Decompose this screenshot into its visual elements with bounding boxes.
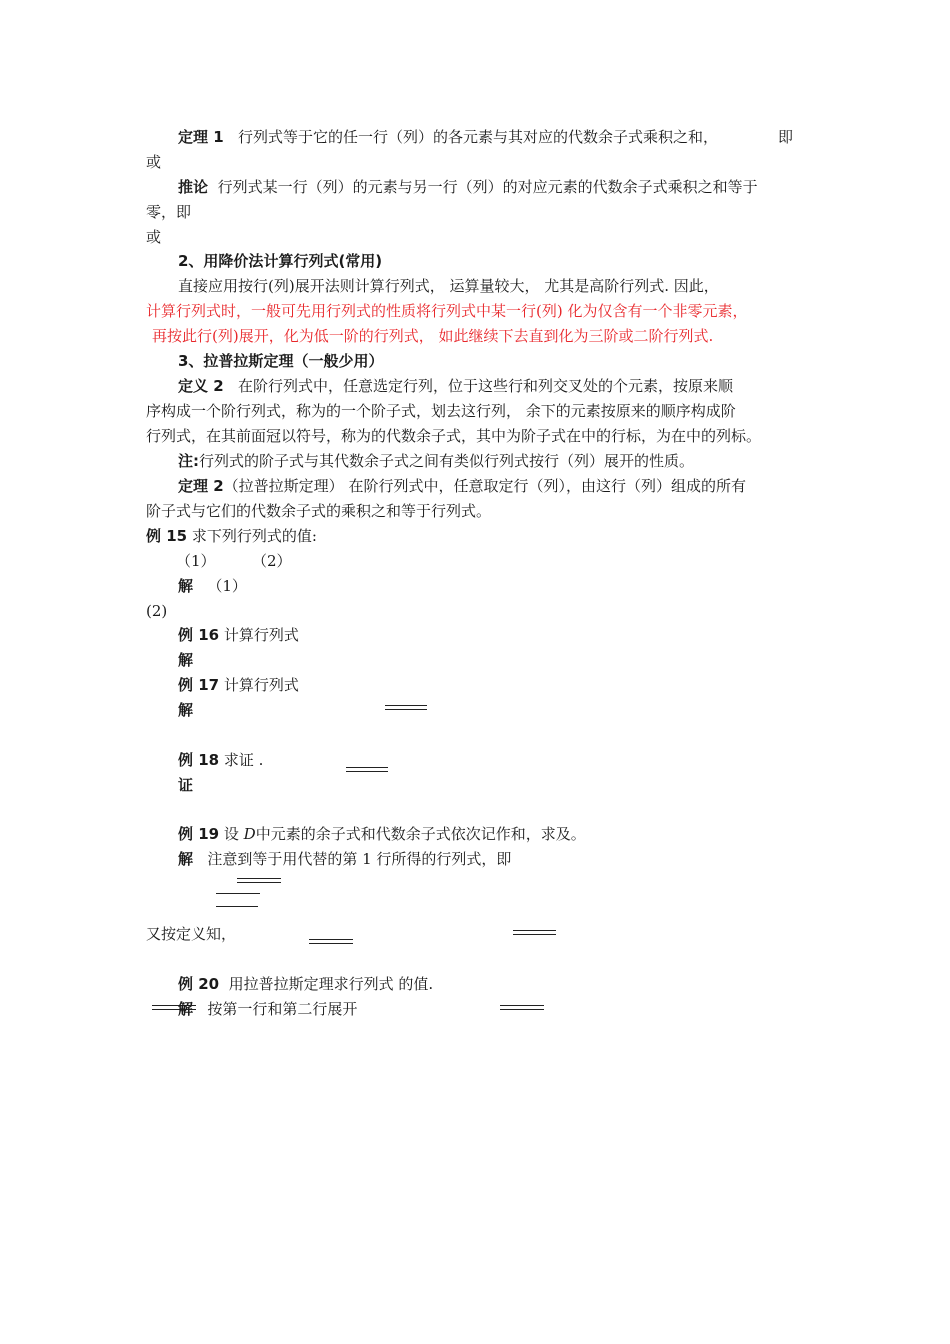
- theorem1-tail: 即: [778, 128, 794, 146]
- section2-heading: 2、用降价法计算行列式(常用): [178, 252, 383, 270]
- theorem2-line1: [178, 476, 746, 496]
- example18-line: [178, 750, 263, 770]
- theorem1-label: 定理 1: [178, 128, 224, 146]
- example15-solution: [178, 576, 247, 596]
- example18-proof-label: 证: [178, 776, 194, 794]
- corollary-cont1: 零，即: [146, 203, 192, 221]
- example19-solution-text: 注意到等于用代替的第 1 行所得的行列式，即: [207, 850, 512, 868]
- definition2-line3: 行列式，在其前面冠以符号，称为的代数余子式，其中为阶子式在中的行标，为在中的列标。: [146, 427, 762, 445]
- theorem2-label: 定理 2: [178, 477, 224, 495]
- example15-solution-part2: (2): [146, 602, 168, 620]
- example17-text: 计算行列式: [223, 676, 299, 694]
- section2-red-line1: 计算行列式时，一般可先用行列式的性质将行列式中某一行(列) 化为仅含有一个非零元素，: [146, 302, 748, 320]
- example18-label: 例 18: [178, 751, 220, 769]
- definition2-line2: 序构成一个阶行列式，称为的一个阶子式，划去这行列， 余下的元素按原来的顺序构成阶: [146, 402, 736, 420]
- example19-line: [178, 824, 586, 844]
- definition2-text1: 在阶行列式中，任意选定行列，位于这些行和列交叉处的个元素，按原来顺: [237, 377, 733, 395]
- note-text: 行列式的阶子式与其代数余子式之间有类似行列式按行（列）展开的性质。: [199, 452, 695, 470]
- section3-heading: 3、拉普拉斯定理（一般少用）: [178, 352, 384, 370]
- theorem2-line2: 阶子式与它们的代数余子式的乘积之和等于行列式。: [146, 502, 492, 520]
- rule-line: [216, 906, 258, 907]
- theorem1-cont: 或: [146, 153, 162, 171]
- definition2-line1: [178, 376, 733, 396]
- definition2-label: 定义 2: [178, 377, 224, 395]
- equals-rule: [500, 1005, 544, 1010]
- example17-label: 例 17: [178, 676, 220, 694]
- equals-rule: [346, 767, 388, 772]
- example15-label: 例 15: [146, 527, 188, 545]
- note-line: [178, 451, 694, 471]
- equals-rule: [385, 705, 427, 710]
- example19-var: D: [243, 825, 256, 843]
- example16-text: 计算行列式: [223, 626, 299, 644]
- corollary-label: 推论: [178, 178, 209, 196]
- example19-solution-label: 解: [178, 850, 194, 868]
- example16-solution-label: 解: [178, 651, 194, 669]
- equals-rule: [513, 930, 556, 935]
- example20-line: [178, 974, 433, 994]
- equals-rule: [237, 878, 281, 883]
- example15-solution-label: 解: [178, 577, 194, 595]
- rule-line: [216, 893, 260, 894]
- example15-text: 求下列行列式的值:: [191, 527, 317, 545]
- example15-solution-part1: （1）: [207, 577, 247, 595]
- note-label: 注:: [178, 452, 199, 470]
- corollary-cont2: 或: [146, 228, 162, 246]
- example20-text: 用拉普拉斯定理求行列式 的值.: [228, 975, 434, 993]
- section2-red-line2: 再按此行(列)展开，化为低一阶的行列式， 如此继续下去直到化为三阶或二阶行列式.: [152, 327, 714, 345]
- example18-text: 求证 .: [223, 751, 264, 769]
- example19-solution: [178, 849, 511, 869]
- example20-solution: [178, 999, 357, 1019]
- example17-line: [178, 675, 299, 695]
- theorem1-line: [178, 127, 718, 147]
- example19-text: 中元素的余子式和代数余子式依次记作和，求及。: [255, 825, 586, 843]
- example16-label: 例 16: [178, 626, 220, 644]
- corollary-text: 行列式某一行（列）的元素与另一行（列）的对应元素的代数余子式乘积之和等于: [217, 178, 758, 196]
- example19-also-text: 又按定义知，: [146, 925, 237, 943]
- theorem1-text: 行列式等于它的任一行（列）的各元素与其对应的代数余子式乘积之和，: [237, 128, 718, 146]
- example15-line: [146, 526, 317, 546]
- example19-pre: 设: [223, 825, 244, 843]
- example19-label: 例 19: [178, 825, 220, 843]
- example20-solution-text: 按第一行和第二行展开: [207, 1000, 358, 1018]
- example15-part2: （2）: [252, 552, 292, 570]
- section2-p1: 直接应用按行(列)展开法则计算行列式， 运算量较大， 尤其是高阶行列式. 因此，: [178, 277, 719, 295]
- example20-solution-label: 解: [178, 1000, 194, 1018]
- corollary-line: [178, 177, 758, 197]
- equals-rule: [309, 939, 353, 944]
- example15-part1: （1）: [176, 552, 216, 570]
- theorem2-text1: （拉普拉斯定理） 在阶行列式中，任意取定行（列），由这行（列）组成的所有: [223, 477, 746, 495]
- example20-label: 例 20: [178, 975, 220, 993]
- example17-solution-label: 解: [178, 701, 194, 719]
- example16-line: [178, 625, 299, 645]
